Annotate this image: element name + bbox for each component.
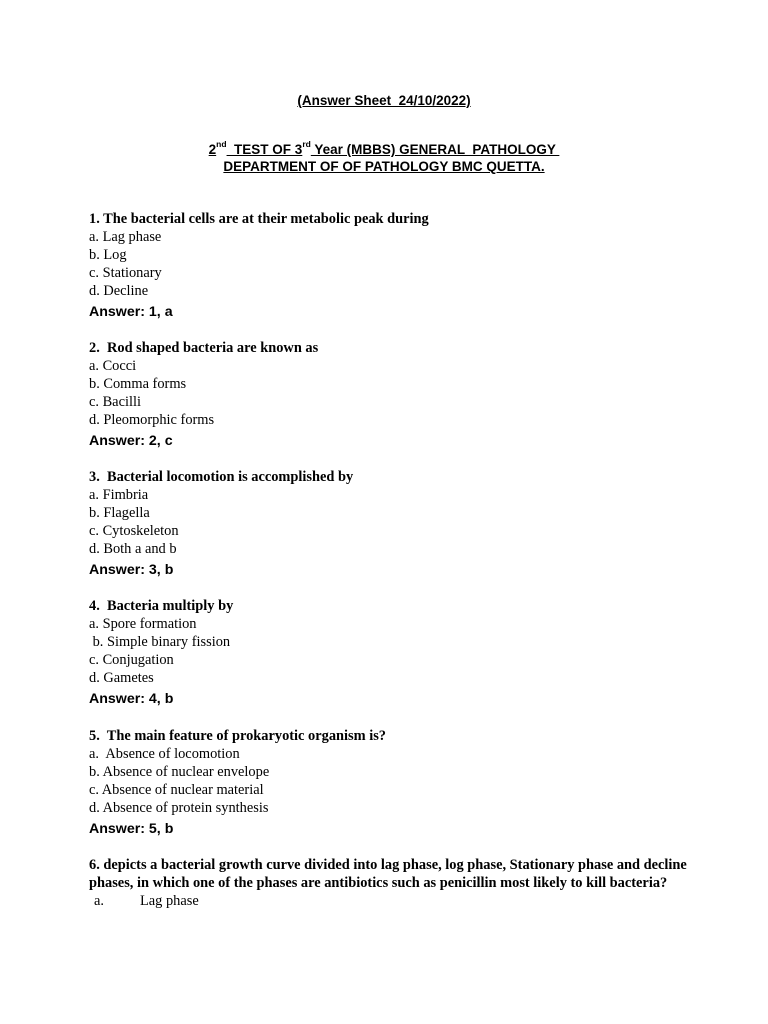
question-stem: 3. Bacterial locomotion is accomplished by [89,469,354,485]
test-title-sup1: nd [216,139,227,149]
question-5 [89,727,689,838]
option-text: Lag phase [140,893,199,909]
option-d: d. Decline [89,283,149,299]
option-b: b. Log [89,247,127,263]
answer-line: Answer: 1, a [89,304,173,320]
answer-line: Answer: 4, b [89,691,174,707]
question-stem: 2. Rod shaped bacteria are known as [89,340,319,356]
test-title-part1: 2 [208,142,217,157]
department-title: DEPARTMENT OF OF PATHOLOGY BMC QUETTA. [223,159,545,174]
question-1 [89,210,689,321]
question-stem: 1. The bacterial cells are at their metabolic peak during [89,211,429,227]
option-c: c. Stationary [89,265,162,281]
test-title-part3: Year (MBBS) GENERAL PATHOLOGY [310,142,560,157]
option-a: a. Lag phase [89,229,162,245]
option-d: d. Absence of protein synthesis [89,800,269,816]
option-a: a. Spore formation [89,616,197,632]
option-a: a. Absence of locomotion [89,746,240,762]
option-b: b. Flagella [89,505,150,521]
option-c: c. Absence of nuclear material [89,782,264,798]
option-a: a. Fimbria [89,487,149,503]
answer-line: Answer: 5, b [89,821,174,837]
answer-sheet-title: (Answer Sheet 24/10/2022) [297,93,471,108]
question-3 [89,468,689,579]
option-d: d. Gametes [89,670,154,686]
test-title-sup2: rd [302,139,311,149]
test-title-part2: TEST OF 3 [226,142,303,157]
option-b: b. Absence of nuclear envelope [89,764,270,780]
option-c: c. Bacilli [89,394,141,410]
question-6 [89,856,689,910]
option-a: a. Cocci [89,358,137,374]
option-b: b. Comma forms [89,376,187,392]
option-c: c. Conjugation [89,652,174,668]
option-label: a. [94,893,104,909]
option-d: d. Pleomorphic forms [89,412,215,428]
question-stem: 6. depicts a bacterial growth curve divided into lag phase, log phase, Stationary phase and decline phases, in which one of the phases are antibiotics such as penicillin most likely to kill bacteria? [89,857,691,891]
option-d: d. Both a and b [89,541,177,557]
question-4 [89,597,689,708]
option-b: b. Simple binary fission [89,634,231,650]
answer-line: Answer: 3, b [89,562,174,578]
question-stem: 5. The main feature of prokaryotic organism is? [89,728,386,744]
question-stem: 4. Bacteria multiply by [89,598,234,614]
option-a [89,892,689,910]
test-title [0,139,768,157]
answer-line: Answer: 2, c [89,433,173,449]
option-c: c. Cytoskeleton [89,523,179,539]
question-2 [89,339,689,450]
